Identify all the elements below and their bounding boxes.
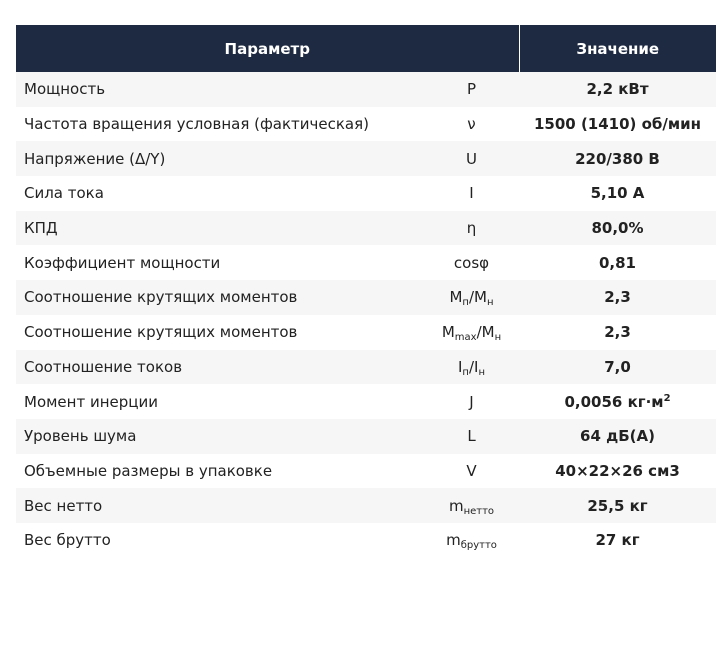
table-header-row bbox=[16, 25, 716, 72]
value-text: 5,10 А bbox=[590, 184, 645, 203]
table-row bbox=[16, 141, 716, 176]
symbol-subscript: п bbox=[462, 366, 469, 378]
param-symbol bbox=[424, 245, 519, 280]
symbol-subscript: н bbox=[486, 297, 494, 309]
param-symbol bbox=[424, 419, 519, 454]
param-value bbox=[519, 211, 716, 246]
value-text: 40×22×26 см3 bbox=[555, 461, 680, 480]
symbol-text: J bbox=[469, 392, 474, 411]
param-name: КПД bbox=[16, 211, 424, 246]
symbol-text: L bbox=[467, 427, 476, 446]
param-symbol bbox=[424, 107, 519, 142]
symbol-text: /M bbox=[476, 323, 495, 342]
param-value bbox=[519, 72, 716, 107]
table-row bbox=[16, 107, 716, 142]
symbol-text: I bbox=[469, 184, 474, 203]
table-row bbox=[16, 523, 716, 558]
param-symbol bbox=[424, 350, 519, 385]
value-text: 2,2 кВт bbox=[586, 80, 649, 99]
symbol-text: η bbox=[466, 219, 477, 238]
symbol-subscript: брутто bbox=[460, 540, 497, 552]
param-name: Соотношение крутящих моментов bbox=[16, 280, 424, 315]
value-text: 7,0 bbox=[604, 357, 631, 376]
table-row bbox=[16, 419, 716, 454]
table-body bbox=[16, 72, 716, 558]
param-value bbox=[519, 523, 716, 558]
param-symbol bbox=[424, 384, 519, 419]
param-name: Соотношение токов bbox=[16, 350, 424, 385]
value-text: 2,3 bbox=[604, 323, 631, 342]
param-name: Напряжение (Δ/Y) bbox=[16, 141, 424, 176]
param-value bbox=[519, 107, 716, 142]
param-symbol bbox=[424, 141, 519, 176]
symbol-text: m bbox=[446, 531, 461, 550]
param-name: Мощность bbox=[16, 72, 424, 107]
param-name: Объемные размеры в упаковке bbox=[16, 454, 424, 489]
table-row bbox=[16, 211, 716, 246]
table-row bbox=[16, 176, 716, 211]
symbol-text: V bbox=[466, 461, 477, 480]
symbol-text: cosφ bbox=[453, 253, 490, 272]
value-text: 25,5 кг bbox=[587, 496, 648, 515]
value-text: 80,0% bbox=[591, 219, 644, 238]
header-value: Значение bbox=[519, 25, 716, 72]
value-text: 1500 (1410) об/мин bbox=[533, 115, 702, 134]
symbol-subscript: н bbox=[494, 332, 502, 344]
symbol-subscript: н bbox=[478, 366, 485, 378]
param-symbol bbox=[424, 315, 519, 350]
table-row bbox=[16, 315, 716, 350]
param-value bbox=[519, 315, 716, 350]
param-symbol bbox=[424, 211, 519, 246]
symbol-text: M bbox=[441, 323, 455, 342]
table-row bbox=[16, 454, 716, 489]
param-name: Вес нетто bbox=[16, 488, 424, 523]
param-value bbox=[519, 245, 716, 280]
param-name: Уровень шума bbox=[16, 419, 424, 454]
param-value bbox=[519, 280, 716, 315]
value-text: 27 кг bbox=[595, 531, 640, 550]
symbol-text: ν bbox=[467, 115, 476, 134]
param-value bbox=[519, 176, 716, 211]
spec-table bbox=[16, 25, 716, 558]
table-row bbox=[16, 280, 716, 315]
param-symbol bbox=[424, 454, 519, 489]
param-value bbox=[519, 350, 716, 385]
param-value bbox=[519, 454, 716, 489]
table-row bbox=[16, 384, 716, 419]
symbol-text: M bbox=[449, 288, 463, 307]
symbol-text: I bbox=[457, 357, 463, 376]
param-symbol bbox=[424, 72, 519, 107]
param-symbol bbox=[424, 280, 519, 315]
param-symbol bbox=[424, 176, 519, 211]
param-name: Вес брутто bbox=[16, 523, 424, 558]
param-name: Сила тока bbox=[16, 176, 424, 211]
param-value bbox=[519, 488, 716, 523]
param-symbol bbox=[424, 523, 519, 558]
param-symbol bbox=[424, 488, 519, 523]
param-name: Соотношение крутящих моментов bbox=[16, 315, 424, 350]
symbol-text: /M bbox=[468, 288, 487, 307]
param-value bbox=[519, 419, 716, 454]
value-text: 2,3 bbox=[604, 288, 631, 307]
symbol-subscript: max bbox=[454, 332, 477, 344]
value-text: 0,0056 кг·м bbox=[564, 392, 664, 411]
symbol-text: /I bbox=[468, 357, 479, 376]
param-name: Частота вращения условная (фактическая) bbox=[16, 107, 424, 142]
header-param: Параметр bbox=[16, 25, 519, 72]
table-row bbox=[16, 245, 716, 280]
symbol-subscript: п bbox=[462, 297, 469, 309]
table-row bbox=[16, 350, 716, 385]
table-row bbox=[16, 488, 716, 523]
spec-table-container bbox=[16, 25, 716, 558]
table-row bbox=[16, 72, 716, 107]
param-name: Момент инерции bbox=[16, 384, 424, 419]
symbol-text: P bbox=[466, 80, 477, 99]
param-value bbox=[519, 141, 716, 176]
symbol-text: m bbox=[448, 496, 464, 515]
symbol-subscript: нетто bbox=[463, 505, 495, 517]
value-text: 0,81 bbox=[598, 253, 636, 272]
param-name: Коэффициент мощности bbox=[16, 245, 424, 280]
value-text: 220/380 В bbox=[575, 149, 660, 168]
symbol-text: U bbox=[466, 149, 477, 168]
value-superscript: 2 bbox=[663, 392, 671, 404]
param-value bbox=[519, 384, 716, 419]
value-text: 64 дБ(А) bbox=[580, 427, 655, 446]
